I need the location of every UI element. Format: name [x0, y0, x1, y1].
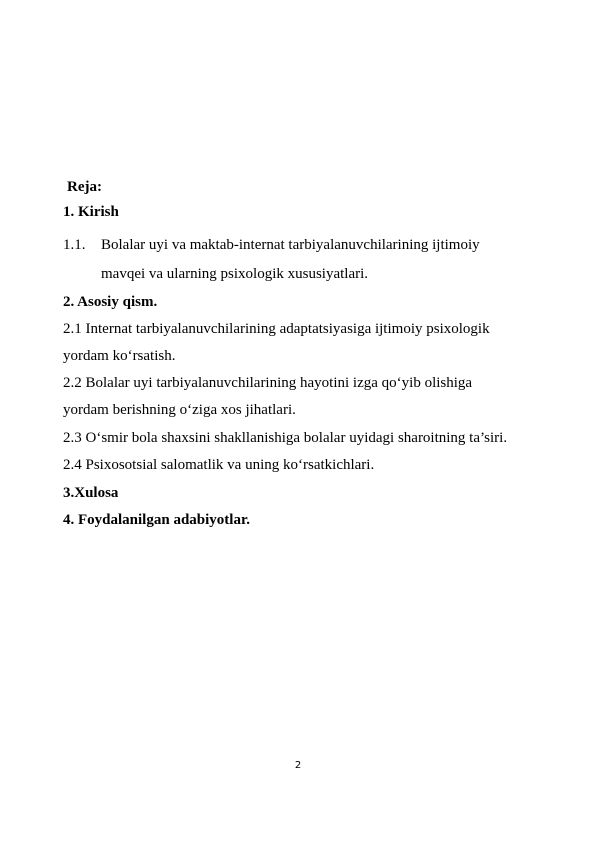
list-item-text: Bolalar uyi va maktab-internat tarbiyalanuvchilarining ijtimoiy — [101, 237, 480, 253]
list-item-text-continued: yordam ko‘rsatish. — [63, 348, 176, 364]
list-item-2-4: 2.4 Psixosotsial salomatlik va uning ko‘rsatkichlari. — [63, 457, 375, 473]
section-conclusion: 3.Xulosa — [63, 485, 119, 501]
plan-title: Reja: — [67, 179, 102, 195]
list-item-number: 1.1. — [63, 237, 86, 253]
list-item-text: 2.2 Bolalar uyi tarbiyalanuvchilarining hayotini izga qo‘yib olishiga — [63, 375, 473, 391]
section-intro: 1. Kirish — [63, 204, 119, 220]
list-item-text-continued: yordam berishning o‘ziga xos jihatlari. — [63, 402, 296, 418]
list-item-2-3: 2.3 O‘smir bola shaxsini shakllanishiga bolalar uyidagi sharoitning ta’siri. — [63, 430, 508, 446]
list-item-text: 2.1 Internat tarbiyalanuvchilarining adaptatsiyasiga ijtimoiy psixologik — [63, 321, 490, 337]
section-main-part: 2. Asosiy qism. — [63, 294, 158, 310]
list-item-text-continued: mavqei va ularning psixologik xususiyatlari. — [101, 266, 369, 282]
page-number: 2 — [294, 760, 302, 771]
section-references: 4. Foydalanilgan adabiyotlar. — [63, 512, 250, 528]
